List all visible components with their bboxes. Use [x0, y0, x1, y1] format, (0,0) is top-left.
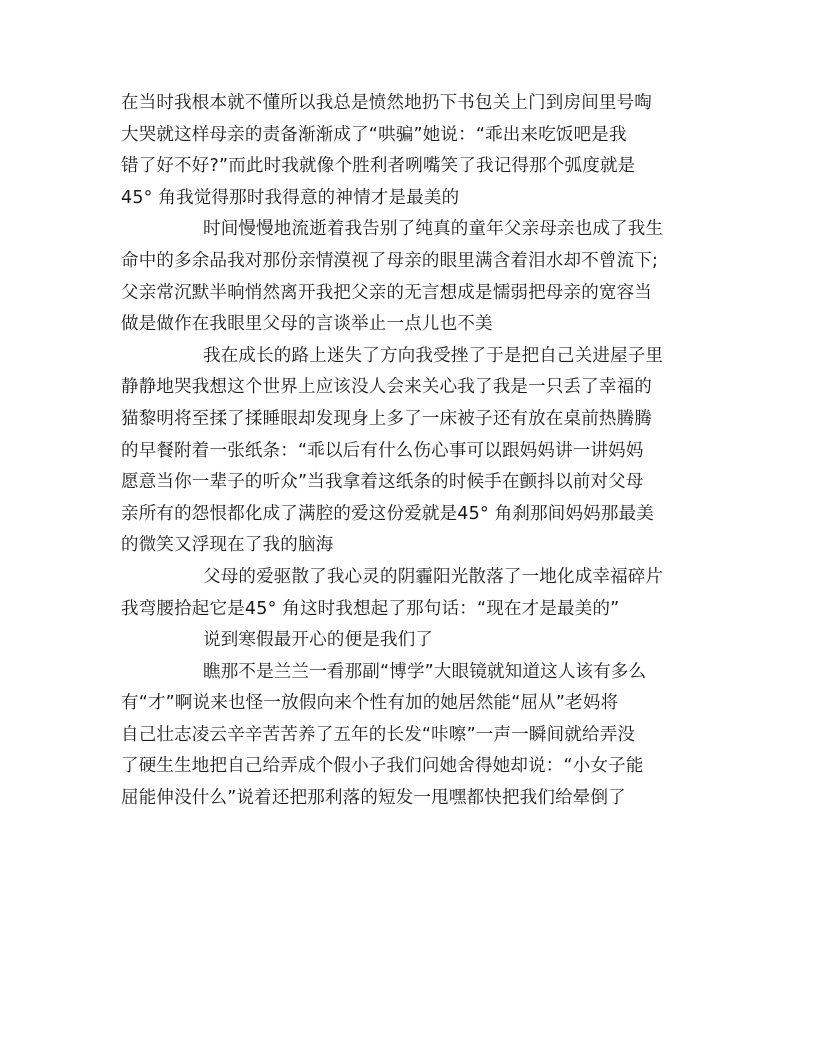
text-line: 错了好不好?”而此时我就像个胜利者咧嘴笑了我记得那个弧度就是: [121, 156, 636, 177]
paragraph-start-line: 说到寒假最开心的便是我们了: [203, 630, 434, 651]
text-line: 亲所有的怨恨都化成了满腔的爱这份爱就是45° 角刹那间妈妈那最美: [121, 503, 654, 524]
text-line: 猫黎明将至揉了揉睡眼却发现身上多了一床被子还有放在桌前热腾腾: [121, 408, 652, 429]
text-line: 了硬生生地把自己给弄成个假小子我们问她舍得她却说：“小女子能: [121, 756, 644, 777]
text-line: 在当时我根本就不懂所以我总是愤然地扔下书包关上门到房间里号啕: [121, 93, 652, 113]
text-line: 自己壮志凌云辛辛苦苦养了五年的长发“咔嚓”一声一瞬间就给弄没: [121, 724, 636, 745]
paragraph-start-line: 时间慢慢地流逝着我告别了纯真的童年父亲母亲也成了我生: [203, 219, 664, 240]
text-line: 愿意当你一辈子的听众”当我拿着这纸条的时候手在颤抖以前对父母: [121, 472, 644, 493]
paragraph-start-line: 瞧那不是兰兰一看那副“博学”大眼镜就知道这人该有多么: [203, 661, 647, 682]
text-line: 45° 角我觉得那时我得意的神情才是最美的: [121, 187, 460, 208]
text-line: 大哭就这样母亲的责备渐渐成了“哄骗”她说：“乖出来吃饭吧是我: [121, 124, 627, 145]
text-line: 命中的多余品我对那份亲情漠视了母亲的眼里满含着泪水却不曾流下;: [121, 250, 659, 271]
text-line: 的微笑又浮现在了我的脑海: [121, 535, 334, 556]
paragraph-start-line: 父母的爱驱散了我心灵的阴霾阳光散落了一地化成幸福碎片: [203, 566, 664, 587]
text-line: 做是做作在我眼里父母的言谈举止一点儿也不美: [121, 314, 493, 335]
text-line: 静静地哭我想这个世界上应该没人会来关心我了我是一只丢了幸福的: [121, 377, 652, 398]
body-text: [121, 88, 701, 815]
text-line: 屈能伸没什么”说着还把那利落的短发一甩嘿都快把我们给晕倒了: [121, 788, 626, 809]
text-line: 有“才”啊说来也怪一放假向来个性有加的她居然能“屈从”老妈将: [121, 693, 619, 714]
text-line: 的早餐附着一张纸条：“乖以后有什么伤心事可以跟妈妈讲一讲妈妈: [121, 440, 644, 461]
paragraph-start-line: 我在成长的路上迷失了方向我受挫了于是把自己关进屋子里: [203, 345, 664, 366]
text-line: 父亲常沉默半晌悄然离开我把父亲的无言想成是懦弱把母亲的宽容当: [121, 282, 652, 303]
text-line: 我弯腰拾起它是45° 角这时我想起了那句话：“现在才是最美的”: [121, 598, 620, 619]
